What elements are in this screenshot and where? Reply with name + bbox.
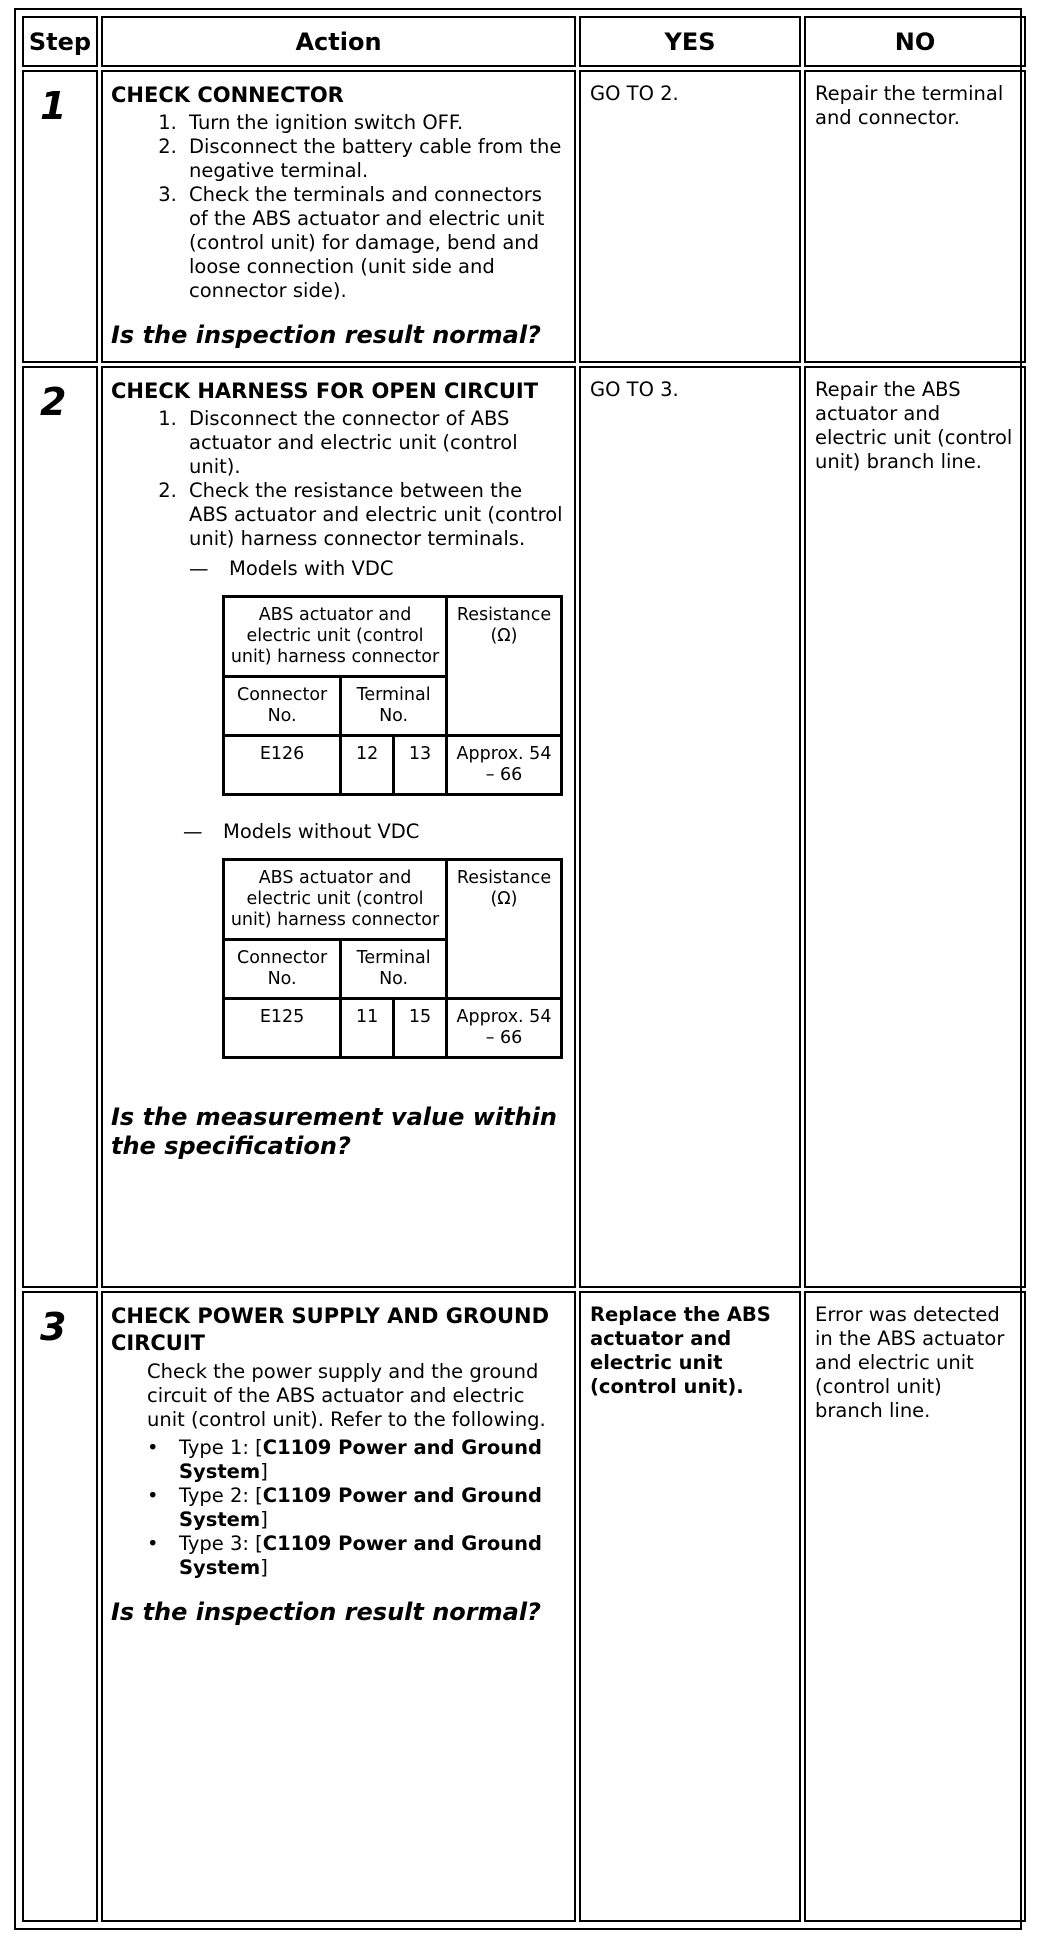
yes-cell: GO TO 3. — [579, 366, 801, 1288]
question: Is the inspection result normal? — [111, 321, 541, 349]
yes-cell: Replace the ABS actuator and electric unit (control unit). — [579, 1291, 801, 1922]
action-steps — [111, 407, 566, 581]
terminal-a-value: 11 — [341, 999, 394, 1058]
header-resistance: Resistance (Ω) — [447, 860, 562, 999]
action-title: CHECK POWER SUPPLY AND GROUND CIRCUIT — [111, 1304, 550, 1355]
action-step: 2. Disconnect the battery cable from the negative terminal. — [183, 135, 566, 183]
action-step — [183, 479, 566, 581]
reference-link[interactable]: C1109 Power and Ground System — [179, 1484, 543, 1531]
no-cell: Error was detected in the ABS actuator and electric unit (control unit) branch line. — [804, 1291, 1026, 1922]
diagnosis-table-frame — [14, 8, 1022, 1930]
action-step: 1. Disconnect the connector of ABS actuator and electric unit (control unit). — [183, 407, 566, 479]
diagnosis-table — [19, 13, 1029, 1925]
step-row-1 — [22, 70, 1026, 363]
model-label-text: Models with VDC — [229, 557, 394, 580]
header-row — [22, 16, 1026, 67]
model-label — [189, 557, 566, 581]
reference-item — [179, 1532, 566, 1580]
step-row-2 — [22, 366, 1026, 1288]
reference-link[interactable]: C1109 Power and Ground System — [179, 1532, 543, 1579]
header-terminal-no: Terminal No. — [341, 677, 447, 736]
dash-mark: — — [189, 557, 209, 580]
reference-suffix: ] — [260, 1508, 268, 1531]
resistance-value: Approx. 54 – 66 — [447, 999, 562, 1058]
step-number: 1 — [22, 70, 98, 363]
reference-item — [179, 1436, 566, 1484]
action-cell — [101, 1291, 576, 1922]
header-action: Action — [101, 16, 576, 67]
resistance-table-vdc — [222, 595, 563, 796]
reference-item — [179, 1484, 566, 1532]
step-row-3 — [22, 1291, 1026, 1922]
no-cell: Repair the ABS actuator and electric unit (control unit) branch line. — [804, 366, 1026, 1288]
no-cell: Repair the terminal and connector. — [804, 70, 1026, 363]
reference-prefix: Type 2: [ — [179, 1484, 263, 1507]
action-step: 3. Check the terminals and connectors of the ABS actuator and electric unit (control unit) for damage, bend and loose connection (unit side and connector side). — [183, 183, 566, 303]
connector-value: E126 — [224, 736, 341, 795]
step-number: 2 — [22, 366, 98, 1288]
resistance-value: Approx. 54 – 66 — [447, 736, 562, 795]
connector-value: E125 — [224, 999, 341, 1058]
resistance-table-no-vdc — [222, 858, 563, 1059]
model-label-text: Models without VDC — [223, 820, 420, 843]
terminal-a-value: 12 — [341, 736, 394, 795]
action-steps — [111, 111, 566, 303]
header-connector-no: Connector No. — [224, 677, 341, 736]
model-label — [183, 820, 566, 844]
header-yes: YES — [579, 16, 801, 67]
yes-cell: GO TO 2. — [579, 70, 801, 363]
action-title: CHECK CONNECTOR — [111, 83, 344, 107]
header-harness-connector: ABS actuator and electric unit (control unit) harness connector — [224, 597, 447, 677]
action-cell — [101, 366, 576, 1288]
reference-prefix: Type 3: [ — [179, 1532, 263, 1555]
header-connector-no: Connector No. — [224, 940, 341, 999]
question: Is the measurement value within the specification? — [111, 1103, 557, 1160]
header-terminal-no: Terminal No. — [341, 940, 447, 999]
reference-list — [111, 1436, 566, 1580]
action-step: 1. Turn the ignition switch OFF. — [183, 111, 566, 135]
header-resistance: Resistance (Ω) — [447, 597, 562, 736]
reference-suffix: ] — [260, 1556, 268, 1579]
header-harness-connector: ABS actuator and electric unit (control unit) harness connector — [224, 860, 447, 940]
step-number: 3 — [22, 1291, 98, 1922]
action-step-text: Check the resistance between the ABS actuator and electric unit (control unit) harness connector terminals. — [189, 479, 563, 550]
header-step: Step — [22, 16, 98, 67]
action-paragraph: Check the power supply and the ground circuit of the ABS actuator and electric unit (control unit). Refer to the following. — [147, 1360, 546, 1431]
question: Is the inspection result normal? — [111, 1598, 541, 1626]
terminal-b-value: 15 — [394, 999, 447, 1058]
reference-prefix: Type 1: [ — [179, 1436, 263, 1459]
dash-mark: — — [183, 820, 203, 843]
header-no: NO — [804, 16, 1026, 67]
action-cell — [101, 70, 576, 363]
terminal-b-value: 13 — [394, 736, 447, 795]
reference-link[interactable]: C1109 Power and Ground System — [179, 1436, 543, 1483]
reference-suffix: ] — [260, 1460, 268, 1483]
action-title: CHECK HARNESS FOR OPEN CIRCUIT — [111, 379, 539, 403]
